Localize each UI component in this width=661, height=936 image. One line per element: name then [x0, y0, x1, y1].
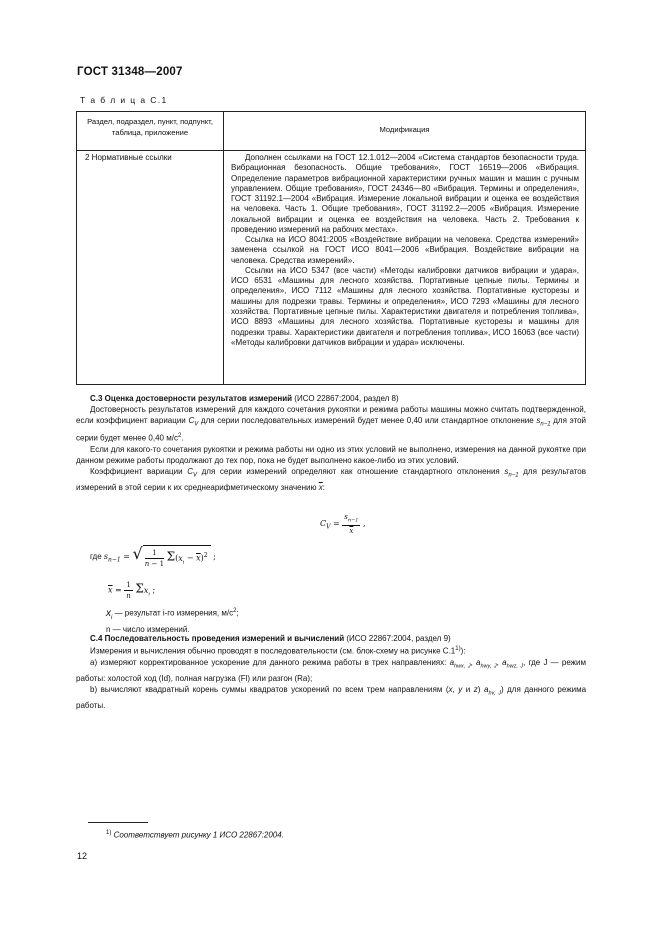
modification-paragraph: Дополнен ссылками на ГОСТ 12.1.012—2004 «Система стандартов безопасности труда. Вибрационная безопасность. Общие требования», ГОСТ 16519—2006 «Вибрация. Определение параметров вибрационной характеристики ручных машин и машин с ручным управлением. Общие требования», ГОСТ 24346—80 «Вибрация. Термины и определения», ГОСТ 31192.1—2004 «Вибрация. Измерение локальной вибрации и оценка ее воздействия на человека. Часть 1. Общие требования», ГОСТ 31192.2—2005 «Вибрация. Измерение локальной вибрации и оценка ее воздействия на человека. Часть 2. Требования к проведению измерений на рабочих местах».: [231, 153, 579, 234]
mean-formula: $\overline{x}$ = $\frac{1}{n}$ $\Sigma x_i$ ;: [108, 581, 156, 600]
modification-table: [76, 111, 586, 385]
section-c4: [76, 633, 586, 711]
section-heading: С.4 Последовательность проведения измерений и вычислений: [90, 634, 345, 643]
modification-paragraph: Ссылки на ИСО 5347 (все части) «Методы калибровки датчиков вибрации и удара», ИСО 6531 «Машины для лесного хозяйства. Портативные цепные пилы. Термины и определения», ИСО 7112 «Машины для лесного хозяйства. Портативные кусторезы и машины для подрезки травы. Термины и определения», ИСО 7293 «Машины для лесного хозяйства. Портативные цепные пилы. Характеристики двигателя и потребления топлива», ИСО 8893 «Машины для лесного хозяйства. Портативные кусторезы и машины для подрезки травы. Характеристики двигателя и потребления топлива», ИСО 16063 (все части) «Методы калибровки датчиков вибрации и удара» исключены.: [231, 265, 579, 347]
column-header-modification: Модификация: [379, 125, 430, 134]
cell-section: 2 Нормативные ссылки: [85, 153, 172, 162]
list-item-a: а) измеряют корректированное ускорение для данного режима работы в трех направлениях: $a_{hwx, J}$, $a_{hwy, J}$, $a_{hwz, J}$, где J — режим работы: холостой ход (Id), полная нагрузка (Fl) или разгон (Ra);: [76, 658, 586, 683]
xi-definition: — результат i-го измерения, м/с: [112, 608, 234, 618]
list-item-b: b) вычисляют квадратный корень суммы квадратов ускорений по всем трем направлениям (x, y и z) $a_{hv, J}$) для данного режима работы.: [76, 685, 587, 710]
n-definition: n — число измерений.: [106, 624, 190, 634]
page-title: ГОСТ 31348—2007: [77, 66, 183, 78]
paragraph: Коэффициент вариации $C_V$ для серии измерений определяют как отношение стандартного отклонения $s_{n-1}$ для результатов измерений в этой серии к их среднеарифметическому значению $\overline{x}$:: [76, 467, 586, 493]
footnote: $^{1)}$ Соответствует рисунку 1 ИСО 22867:2004.: [106, 830, 284, 840]
table-caption: Т а б л и ц а С.1: [80, 95, 168, 105]
paragraph: Достоверность результатов измерений для каждого сочетания рукоятки и режима работы машины можно считать подтвержденной, если коэффициент вариации $C_V$ для серии последовательных измерений будет менее 0,40 или стандартное отклонение $s_{n-1}$ для этой серии будет менее 0,40 $м/с^2$.: [76, 405, 586, 443]
cell-modification: [231, 153, 579, 348]
paragraph: Измерения и вычисления обычно проводят в последовательности (см. блок-схему на рисунке С.1$^{1)}$):: [90, 646, 466, 656]
paragraph: Если для какого-то сочетания рукоятки и режима работы ни одно из этих условий не выполнено, измерения на данной рукоятке при данном режиме работы продолжают до тех пор, пока не будет выполнено какое-либо из этих условий.: [76, 445, 586, 466]
section-ref: (ИСО 22867:2004, раздел 9): [344, 634, 451, 643]
section-c3: [76, 393, 586, 493]
page-number: 12: [77, 851, 88, 861]
modification-paragraph: Ссылка на ИСО 8041:2005 «Воздействие вибрации на человека. Средства измерений» заменена ссылкой на ГОСТ ИСО 8041—2006 «Вибрация. Воздействие вибрации на человека. Средства измерений».: [231, 235, 579, 265]
section-ref: (ИСО 22867:2004, раздел 8): [292, 394, 399, 403]
column-header-section: Раздел, подраздел, пункт, подпункт, таблица, приложение: [87, 117, 213, 137]
section-heading: С.3 Оценка достоверности результатов измерений: [90, 394, 293, 403]
std-dev-formula: где $s_{n-1}$ = √ $\frac{1}{n - 1}$ $\Sigma(x_i - \overline{x})^2$ ;: [90, 544, 216, 568]
footnote-divider: [88, 822, 148, 823]
definitions: $x_i$ — результат i-го измерения, $м/с^2$; n — число измерений.: [76, 606, 586, 635]
cv-formula: $C_V$ = $\frac{s_{n-1}}{x}$ ,: [320, 513, 366, 536]
